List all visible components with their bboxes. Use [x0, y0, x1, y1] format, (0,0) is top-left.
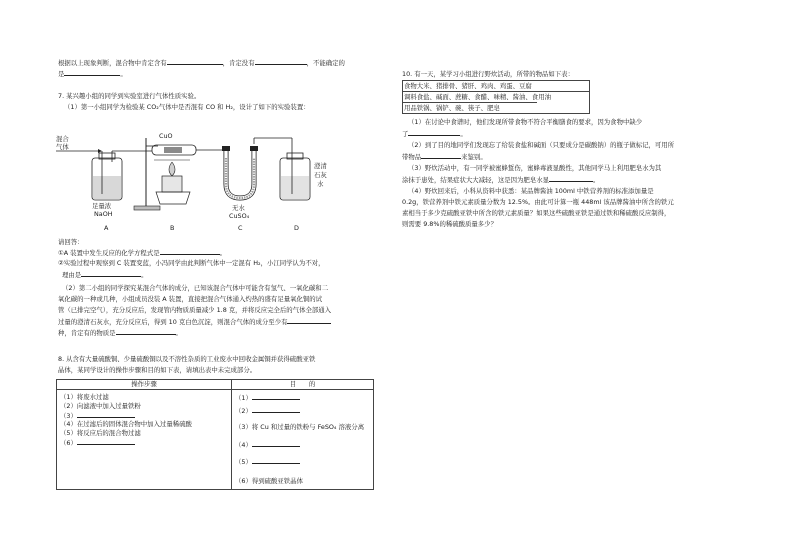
table-header-row — [57, 380, 374, 390]
operation-table — [56, 379, 374, 490]
step-6: （6） — [60, 439, 77, 447]
q10-part4: （4）野炊回来后，小科从资料中获悉：某品牌酱油 100ml 中铁营养剂的标准添加量是 — [408, 187, 654, 195]
q10-part3b: 涂抹于患处，结果症状大大减轻，这是因为肥皂水显 。 — [402, 176, 600, 184]
q10-part2: （2）到了目的地同学们发现忘了给装食盐和碱面（只要成分是碳酸钠）的瓶子做标记，可用所 — [408, 141, 675, 149]
table-row — [57, 390, 374, 490]
supplies-food: 食物大米、猪排骨、猪肝、鸡肉、鸡蛋、豆腐 — [404, 82, 532, 90]
intro-line-2: 是 。 — [58, 70, 127, 78]
intro-text-b: ，肯定没有 — [222, 59, 255, 67]
q7-a2b: 理由是 。 — [62, 271, 148, 279]
purpose-5: （5） — [235, 458, 252, 466]
bottle-d-reagent: 澄清 — [314, 162, 327, 170]
q10-title: 10. 有一天，某学习小组进行野炊活动，所带的物品如下表： — [402, 70, 574, 78]
q10-part2b — [402, 152, 487, 161]
q7-part2-l5: 种，肯定有的物质是 。 — [58, 329, 182, 337]
q7-part1: （1）第一小组同学为检验某 CO₂气体中是否混有 CO 和 H₂，设计了如下的实验装置： — [64, 103, 310, 111]
intro-line-1 — [58, 58, 345, 67]
q7-a2b-text: 理由是 — [62, 271, 82, 279]
step-4: （4）在过滤后的固体混合物中加入过量稀硫酸 — [60, 420, 192, 428]
u-tube-reagent-2: CuSO₄ — [229, 212, 250, 220]
answer-blank[interactable] — [64, 69, 120, 76]
q10-part1: （1）在讨论中食谱时，他们发现所带食物不符合平衡膳食的要求，因为食物中缺少 — [408, 118, 643, 126]
purpose-2: （2） — [235, 407, 252, 415]
q7-part2-l4 — [58, 317, 331, 326]
q7-a1: ①A 装置中发生反应的化学方程式是 。 — [58, 249, 226, 257]
supplies-tools: 用品铁锅、锅铲、碗、筷子、肥皂 — [404, 104, 500, 112]
q10-part3: （3）野炊活动中，有一同学被蜜蜂蜇伤，蜜蜂毒液显酸性，其他同学马上利用肥皂水为其 — [408, 164, 662, 172]
cuo-label: CuO — [159, 132, 173, 140]
q7-part2-l3: 管（已排完空气），充分反应后，发现管内物质质量减少 1.8 克，并将反应完全后的气体全部通入 — [58, 306, 332, 314]
apparatus-diagram — [54, 118, 354, 234]
answer-blank[interactable] — [255, 58, 307, 65]
gas-inlet-label-2: 气体 — [56, 143, 69, 151]
intro-text-c: ，不能确定的 — [306, 59, 345, 67]
intro-text-a: 根据以上现象判断，混合物中肯定含有 — [58, 59, 167, 67]
intro-text-d: 是 — [58, 70, 65, 78]
step-1: （1）将废水过滤 — [60, 393, 109, 401]
step-5: （5）将反应后的混合物过滤 — [60, 429, 141, 437]
q7-title: 7. 某兴趣小组的同学到实验室进行气体性质实验。 — [58, 92, 201, 100]
answer-prompt: 请回答： — [58, 238, 84, 246]
answer-blank[interactable] — [252, 457, 300, 464]
q10-part1b-text: 了 — [402, 130, 409, 138]
answer-blank[interactable] — [408, 129, 460, 136]
answer-blank[interactable] — [116, 328, 176, 335]
q7-part2-l5-text: 种，肯定有的物质是 — [58, 329, 116, 337]
q8-l1: 8. 从含有大量硫酸铜、少量硫酸铜以及不溶性杂质的工业废水中回收金属铜并获得硫酸亚铁 — [58, 355, 316, 363]
answer-blank[interactable] — [549, 175, 593, 182]
purpose-4: （4） — [235, 441, 252, 449]
purpose-6: （6）得到硫酸亚铁晶体 — [235, 477, 303, 485]
q10-part2c-text: 来鉴别。 — [461, 153, 487, 161]
step-3: （3） — [60, 412, 77, 420]
supplies-box — [402, 80, 590, 114]
apparatus-b — [134, 138, 226, 210]
answer-blank[interactable] — [160, 248, 220, 255]
answer-blank[interactable] — [252, 393, 300, 400]
label-d: D — [294, 224, 299, 232]
q7-part2-l1: （2）第二小组的同学探究某混合气体的成分，已知该混合气体中可能含有氢气、一氧化碳和二 — [62, 284, 329, 292]
label-c: C — [238, 224, 243, 232]
purpose-1: （1） — [235, 394, 252, 402]
bottle-d — [280, 138, 310, 200]
q7-a2: ②实验过程中观察到 C 装置变蓝，小冯同学由此判断气体中一定混有 H₂，小江同学认为不对， — [58, 259, 325, 267]
bottle-d-reagent-3: 水 — [317, 180, 324, 188]
label-b: B — [170, 224, 175, 232]
bottle-a-reagent-2: NaOH — [94, 210, 113, 218]
steps-cell — [57, 390, 232, 490]
u-tube-reagent: 无水 — [232, 204, 245, 212]
q10-part3b-text: 涂抹于患处，结果症状大大减轻，这是因为肥皂水显 — [402, 176, 549, 184]
answer-blank[interactable] — [77, 438, 135, 445]
bottle-a-reagent: 足量浓 — [92, 202, 112, 210]
answer-blank[interactable] — [167, 58, 223, 65]
q7-part2-l2: 氧化碳的一种或几种，小组成员没装 A 装置，直接把混合气体通入灼热的盛有足量氧化铜的试 — [58, 295, 323, 303]
q10-part4c: 素相当于多少克硫酸亚铁中所含的铁元素质量？如果这些硫酸亚铁是通过铁和稀硫酸反应制得， — [402, 209, 671, 217]
table-header-purpose: 目 的 — [232, 380, 374, 390]
bottle-a — [92, 151, 152, 200]
q10-part4b: 0.2g，铁营养剂中铁元素质量分数为 12.5%。由此可计算一瓶 448ml 该品牌酱油中所含的铁元 — [402, 198, 674, 206]
bottle-d-reagent-2: 石灰 — [314, 171, 327, 179]
answer-blank[interactable] — [77, 411, 135, 418]
q8-l2: 晶体，某同学设计的操作步骤和目的如下表，请填出表中未完成部分。 — [58, 366, 257, 374]
q7-a1-text: ①A 装置中发生反应的化学方程式是 — [58, 249, 160, 257]
answer-blank[interactable] — [287, 317, 331, 324]
table-header-steps: 操作步骤 — [57, 380, 232, 390]
supplies-seasoning: 调料食盐、碱面、蔗糖、食醋、味精、酱油、食用油 — [404, 93, 551, 101]
answer-blank[interactable] — [252, 406, 300, 413]
gas-inlet-label: 混合 — [56, 135, 69, 143]
q10-part1b: 了 。 — [402, 130, 467, 138]
q7-part2-l4-text: 过量的澄清石灰水，充分反应后，得到 10 克白色沉淀，则混合气体的成分至少有 — [58, 318, 288, 326]
step-2: （2）向滤液中加入过量铁粉 — [60, 402, 141, 410]
answer-blank[interactable] — [421, 152, 461, 159]
label-a: A — [104, 224, 109, 232]
purpose-cell — [232, 390, 374, 490]
q10-part2b-text: 带物品 — [402, 153, 422, 161]
q10-part4d: 则需要 9.8%的稀硫酸质量多少？ — [402, 220, 497, 228]
answer-blank[interactable] — [252, 440, 300, 447]
answer-blank[interactable] — [81, 270, 141, 277]
purpose-3: （3）将 Cu 和过量的铁粉与 FeSO₄ 溶液分离 — [235, 423, 365, 431]
